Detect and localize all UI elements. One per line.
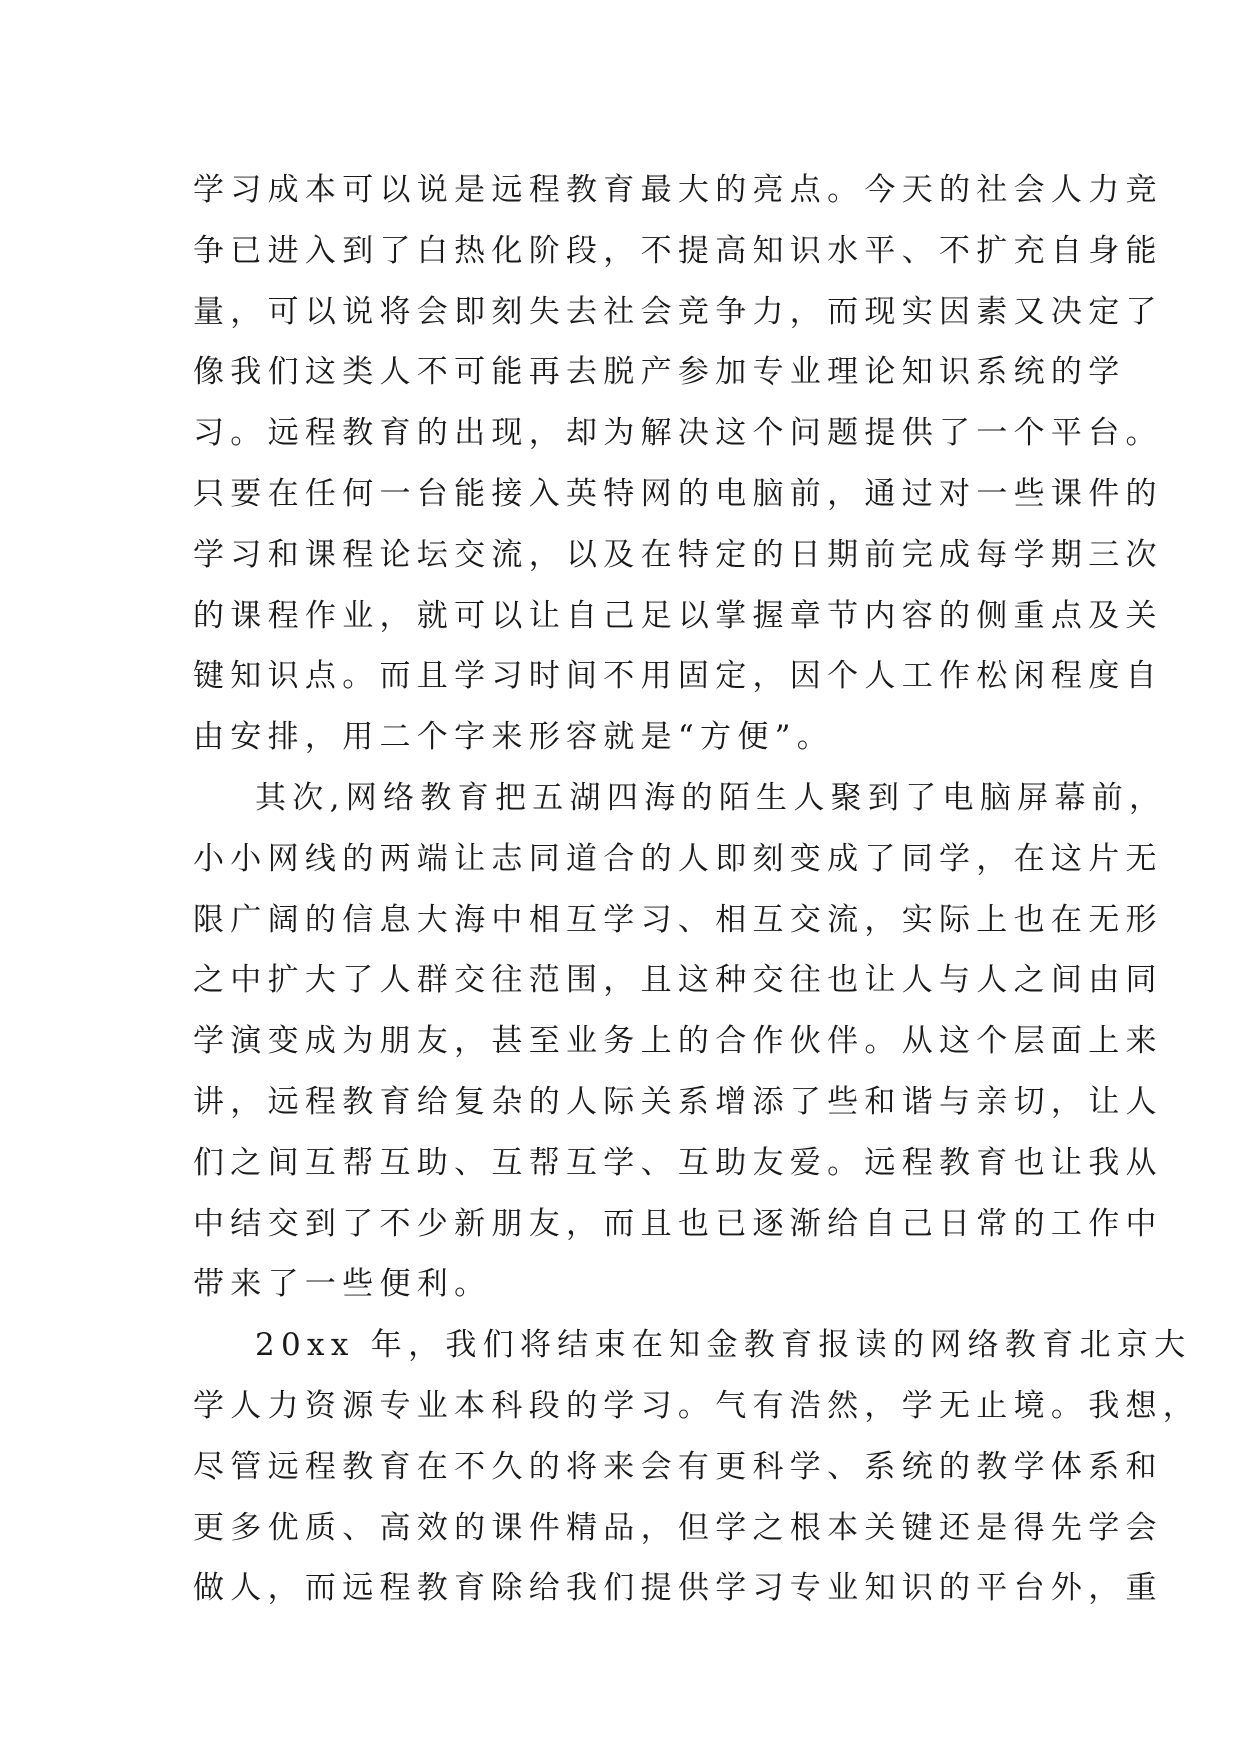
text-line: 更多优质、高效的课件精品，但学之根本关键还是得先学会 — [193, 1509, 1163, 1546]
paragraph-first-line: 其次,网络教育把五湖四海的陌生人聚到了电脑屏幕前， — [255, 779, 1167, 816]
text-line: 尽管远程教育在不久的将来会有更科学、系统的教学体系和 — [193, 1448, 1163, 1485]
text-line: 习。远程教育的出现，却为解决这个问题提供了一个平台。 — [193, 415, 1163, 452]
text-line: 带来了一些便利。 — [193, 1266, 492, 1303]
text-line: 只要在任何一台能接入英特网的电脑前，通过对一些课件的 — [193, 475, 1163, 512]
text-line: 的课程作业，就可以让自己足以掌握章节内容的侧重点及关 — [193, 597, 1163, 634]
text-line: 量，可以说将会即刻失去社会竞争力，而现实因素又决定了 — [193, 293, 1163, 330]
text-line: 学演变成为朋友，甚至业务上的合作伙伴。从这个层面上来 — [193, 1023, 1163, 1060]
text-line: 由安排，用二个字来形容就是“方便”。 — [193, 719, 835, 756]
text-line: 争已进入到了白热化阶段，不提高知识水平、不扩充自身能 — [193, 232, 1163, 269]
text-line: 键知识点。而且学习时间不用固定，因个人工作松闲程度自 — [193, 658, 1163, 695]
paragraph-first-line: 20xx 年，我们将结束在知金教育报读的网络教育北京大 — [255, 1327, 1192, 1364]
text-line: 像我们这类人不可能再去脱产参加专业理论知识系统的学 — [193, 354, 1126, 391]
text-line: 中结交到了不少新朋友，而且也已逐渐给自己日常的工作中 — [193, 1205, 1163, 1242]
document-body — [193, 160, 1201, 1619]
text-line: 限广阔的信息大海中相互学习、相互交流，实际上也在无形 — [193, 901, 1163, 938]
text-line: 们之间互帮互助、互帮互学、互助友爱。远程教育也让我从 — [193, 1144, 1163, 1181]
text-line: 之中扩大了人群交往范围，且这种交往也让人与人之间由同 — [193, 962, 1163, 999]
text-line: 学人力资源专业本科段的学习。气有浩然，学无止境。我想， — [193, 1387, 1201, 1424]
text-line: 学习和课程论坛交流，以及在特定的日期前完成每学期三次 — [193, 536, 1163, 573]
text-line: 讲，远程教育给复杂的人际关系增添了些和谐与亲切，让人 — [193, 1083, 1163, 1120]
text-line: 小小网线的两端让志同道合的人即刻变成了同学，在这片无 — [193, 840, 1163, 877]
text-line: 做人，而远程教育除给我们提供学习专业知识的平台外，重 — [193, 1570, 1163, 1607]
text-line: 学习成本可以说是远程教育最大的亮点。今天的社会人力竞 — [193, 172, 1163, 208]
